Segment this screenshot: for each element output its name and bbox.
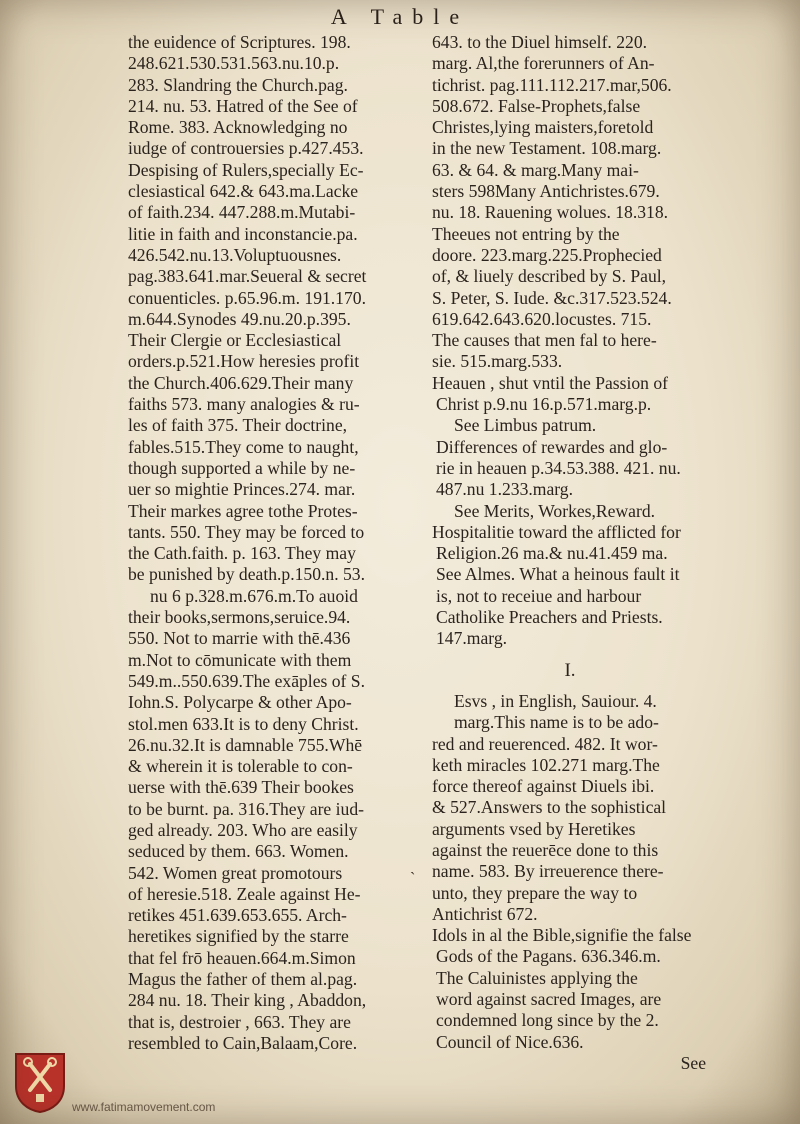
text-line: rie in heauen p.34.53.388. 421. nu. [436,457,681,478]
text-line: & 527.Answers to the sophistical [432,797,667,818]
text-line: nu. 18. Rauening wolues. 18.318. [432,202,669,223]
text-line: Idols in al the Bible,signifie the false [432,925,692,946]
hospitalitie-entry [432,522,708,650]
text-line: nu 6 p.328.m.676.m.To auoid [150,585,358,606]
text-line: condemned long since by the 2. [436,1010,659,1031]
text-line: Esvs , in English, Sauiour. 4. [454,690,657,711]
text-line: Rome. 383. Acknowledging no [128,117,348,138]
running-head: A Table [330,4,470,29]
text-line: to be burnt. pa. 316.They are iud- [128,798,364,819]
text-line: 487.nu 1.233.marg. [436,479,573,500]
text-line: 284 nu. 18. Their king , Abaddon, [128,990,367,1011]
text-line: Heauen , shut vntil the Passion of [432,372,669,393]
text-line: Their Clergie or Ecclesiastical [128,330,342,351]
text-line: Christ p.9.nu 16.p.571.marg.p. [436,394,652,415]
text-line: force thereof against Diuels ibi. [432,776,655,797]
text-line: seduced by them. 663. Women. [128,841,349,862]
text-line: 147.marg. [436,628,508,649]
text-line: The Caluinistes applying the [436,967,638,988]
text-line: Council of Nice.636. [436,1031,584,1052]
text-line: fables.515.They come to naught, [128,436,359,457]
text-line: that fel frō heauen.664.m.Simon [128,947,356,968]
text-line: red and reuerenced. 482. It wor- [432,733,658,754]
text-line: though supported a while by ne- [128,457,356,478]
text-line: of faith.234. 447.288.m.Mutabi- [128,202,356,223]
text-line: ged already. 203. Who are easily [128,819,358,840]
text-line: faiths 573. many analogies & ru- [128,394,360,415]
text-line: the Church.406.629.Their many [128,372,354,393]
text-line: uer so mightie Princes.274. mar. [128,479,356,500]
text-line: 426.542.nu.13.Voluptuousnes. [128,244,342,265]
text-line: Christes,lying maisters,foretold [432,117,654,138]
text-line: unto, they prepare the way to [432,882,638,903]
text-line: that is, destroier , 663. They are [128,1011,351,1032]
heretics-continued-block [432,32,708,373]
text-line: in the new Testament. 108.marg. [432,138,662,159]
text-line: 550. Not to marrie with thē.436 [128,628,351,649]
text-line: S. Peter, S. Iude. &c.317.523.524. [432,287,672,308]
text-line: resembled to Cain,Balaam,Core. [128,1032,358,1053]
text-line: word against sacred Images, are [436,989,662,1010]
text-line: the Cath.faith. p. 163. They may [128,543,356,564]
text-line: heretikes signified by the starre [128,926,349,947]
text-line: tichrist. pag.111.112.217.mar,506. [432,74,672,95]
text-line: of heresie.518. Zeale against He- [128,883,361,904]
text-line: Theeues not entring by the [432,223,620,244]
catchword: See [680,1052,706,1073]
text-line: stol.men 633.It is to deny Christ. [128,713,359,734]
text-line: retikes 451.639.653.655. Arch- [128,905,347,926]
idols-entry [432,925,708,1053]
text-line: Antichrist 672. [432,903,538,924]
heauen-entry [432,373,708,522]
text-line: marg. Al,the forerunners of An- [432,53,655,74]
text-line: See Merits, Workes,Reward. [454,500,656,521]
papal-seal-icon [12,1050,68,1114]
text-line: litie in faith and inconstancie.pa. [128,223,358,244]
text-line: marg.This name is to be ado- [454,712,659,733]
text-line: 26.nu.32.It is damnable 755.Whē [128,734,363,755]
text-line: Religion.26 ma.& nu.41.459 ma. [436,543,668,564]
text-line: m.Not to cōmunicate with them [128,649,352,670]
margin-mark: ` [410,870,416,887]
text-line: Despising of Rulers,specially Ec- [128,159,364,180]
text-line: iudge of controuersies p.427.453. [128,138,364,159]
text-line: tants. 550. They may be forced to [128,521,365,542]
text-line: 63. & 64. & marg.Many mai- [432,159,639,180]
footer-url: www.fatimamovement.com [72,1100,216,1114]
text-line: 248.621.530.531.563.nu.10.p. [128,53,340,74]
right-column [432,32,708,1074]
text-line: sie. 515.marg.533. [432,351,563,372]
text-line: arguments vsed by Heretikes [432,818,636,839]
text-line: be punished by death.p.150.n. 53. [128,564,365,585]
text-line: 214. nu. 53. Hatred of the See of [128,95,358,116]
text-line: m.644.Synodes 49.nu.20.p.395. [128,308,351,329]
text-line: Differences of rewardes and glo- [436,436,668,457]
text-line: against the reuerēce done to this [432,839,659,860]
iesus-entry [432,691,708,925]
text-line: les of faith 375. Their doctrine, [128,415,348,436]
text-line: 508.672. False-Prophets,false [432,95,641,116]
text-line: 542. Women great promotours [128,862,343,883]
text-line: 549.m..550.639.The exāples of S. [128,670,365,691]
text-line: Catholike Preachers and Priests. [436,607,663,628]
text-line: 619.642.643.620.locustes. 715. [432,308,652,329]
text-line: pag.383.641.mar.Seueral & secret [128,266,367,287]
text-line: See Almes. What a heinous fault it [436,564,680,585]
text-line: keth miracles 102.271 marg.The [432,754,660,775]
text-line: is, not to receiue and harbour [436,585,642,606]
text-line: uerse with thē.639 Their bookes [128,777,354,798]
text-line: their books,sermons,seruice.94. [128,607,351,628]
text-line: Hospitalitie toward the afflicted for [432,521,681,542]
left-column [128,32,404,1054]
text-line: Iohn.S. Polycarpe & other Apo- [128,692,352,713]
text-line: Magus the father of them al.pag. [128,969,358,990]
text-line: the euidence of Scriptures. 198. [128,32,351,52]
text-line: 643. to the Diuel himself. 220. [432,32,648,52]
text-line: Gods of the Pagans. 636.346.m. [436,946,661,967]
text-line: of, & liuely described by S. Paul, [432,266,667,287]
text-line: clesiastical 642.& 643.ma.Lacke [128,181,359,202]
text-line: orders.p.521.How heresies profit [128,351,360,372]
text-line: 283. Slandring the Church.pag. [128,74,348,95]
text-line: The causes that men fal to here- [432,330,657,351]
text-line: name. 583. By irreuerence there- [432,861,664,882]
text-line: conuenticles. p.65.96.m. 191.170. [128,287,366,308]
text-line: & wherein it is tolerable to con- [128,756,353,777]
text-line: sters 598Many Antichristes.679. [432,181,660,202]
section-letter-i: I. [564,659,576,681]
text-line: Their markes agree tothe Protes- [128,500,358,521]
text-line: See Limbus patrum. [454,415,597,436]
text-line: doore. 223.marg.225.Prophecied [432,244,662,265]
